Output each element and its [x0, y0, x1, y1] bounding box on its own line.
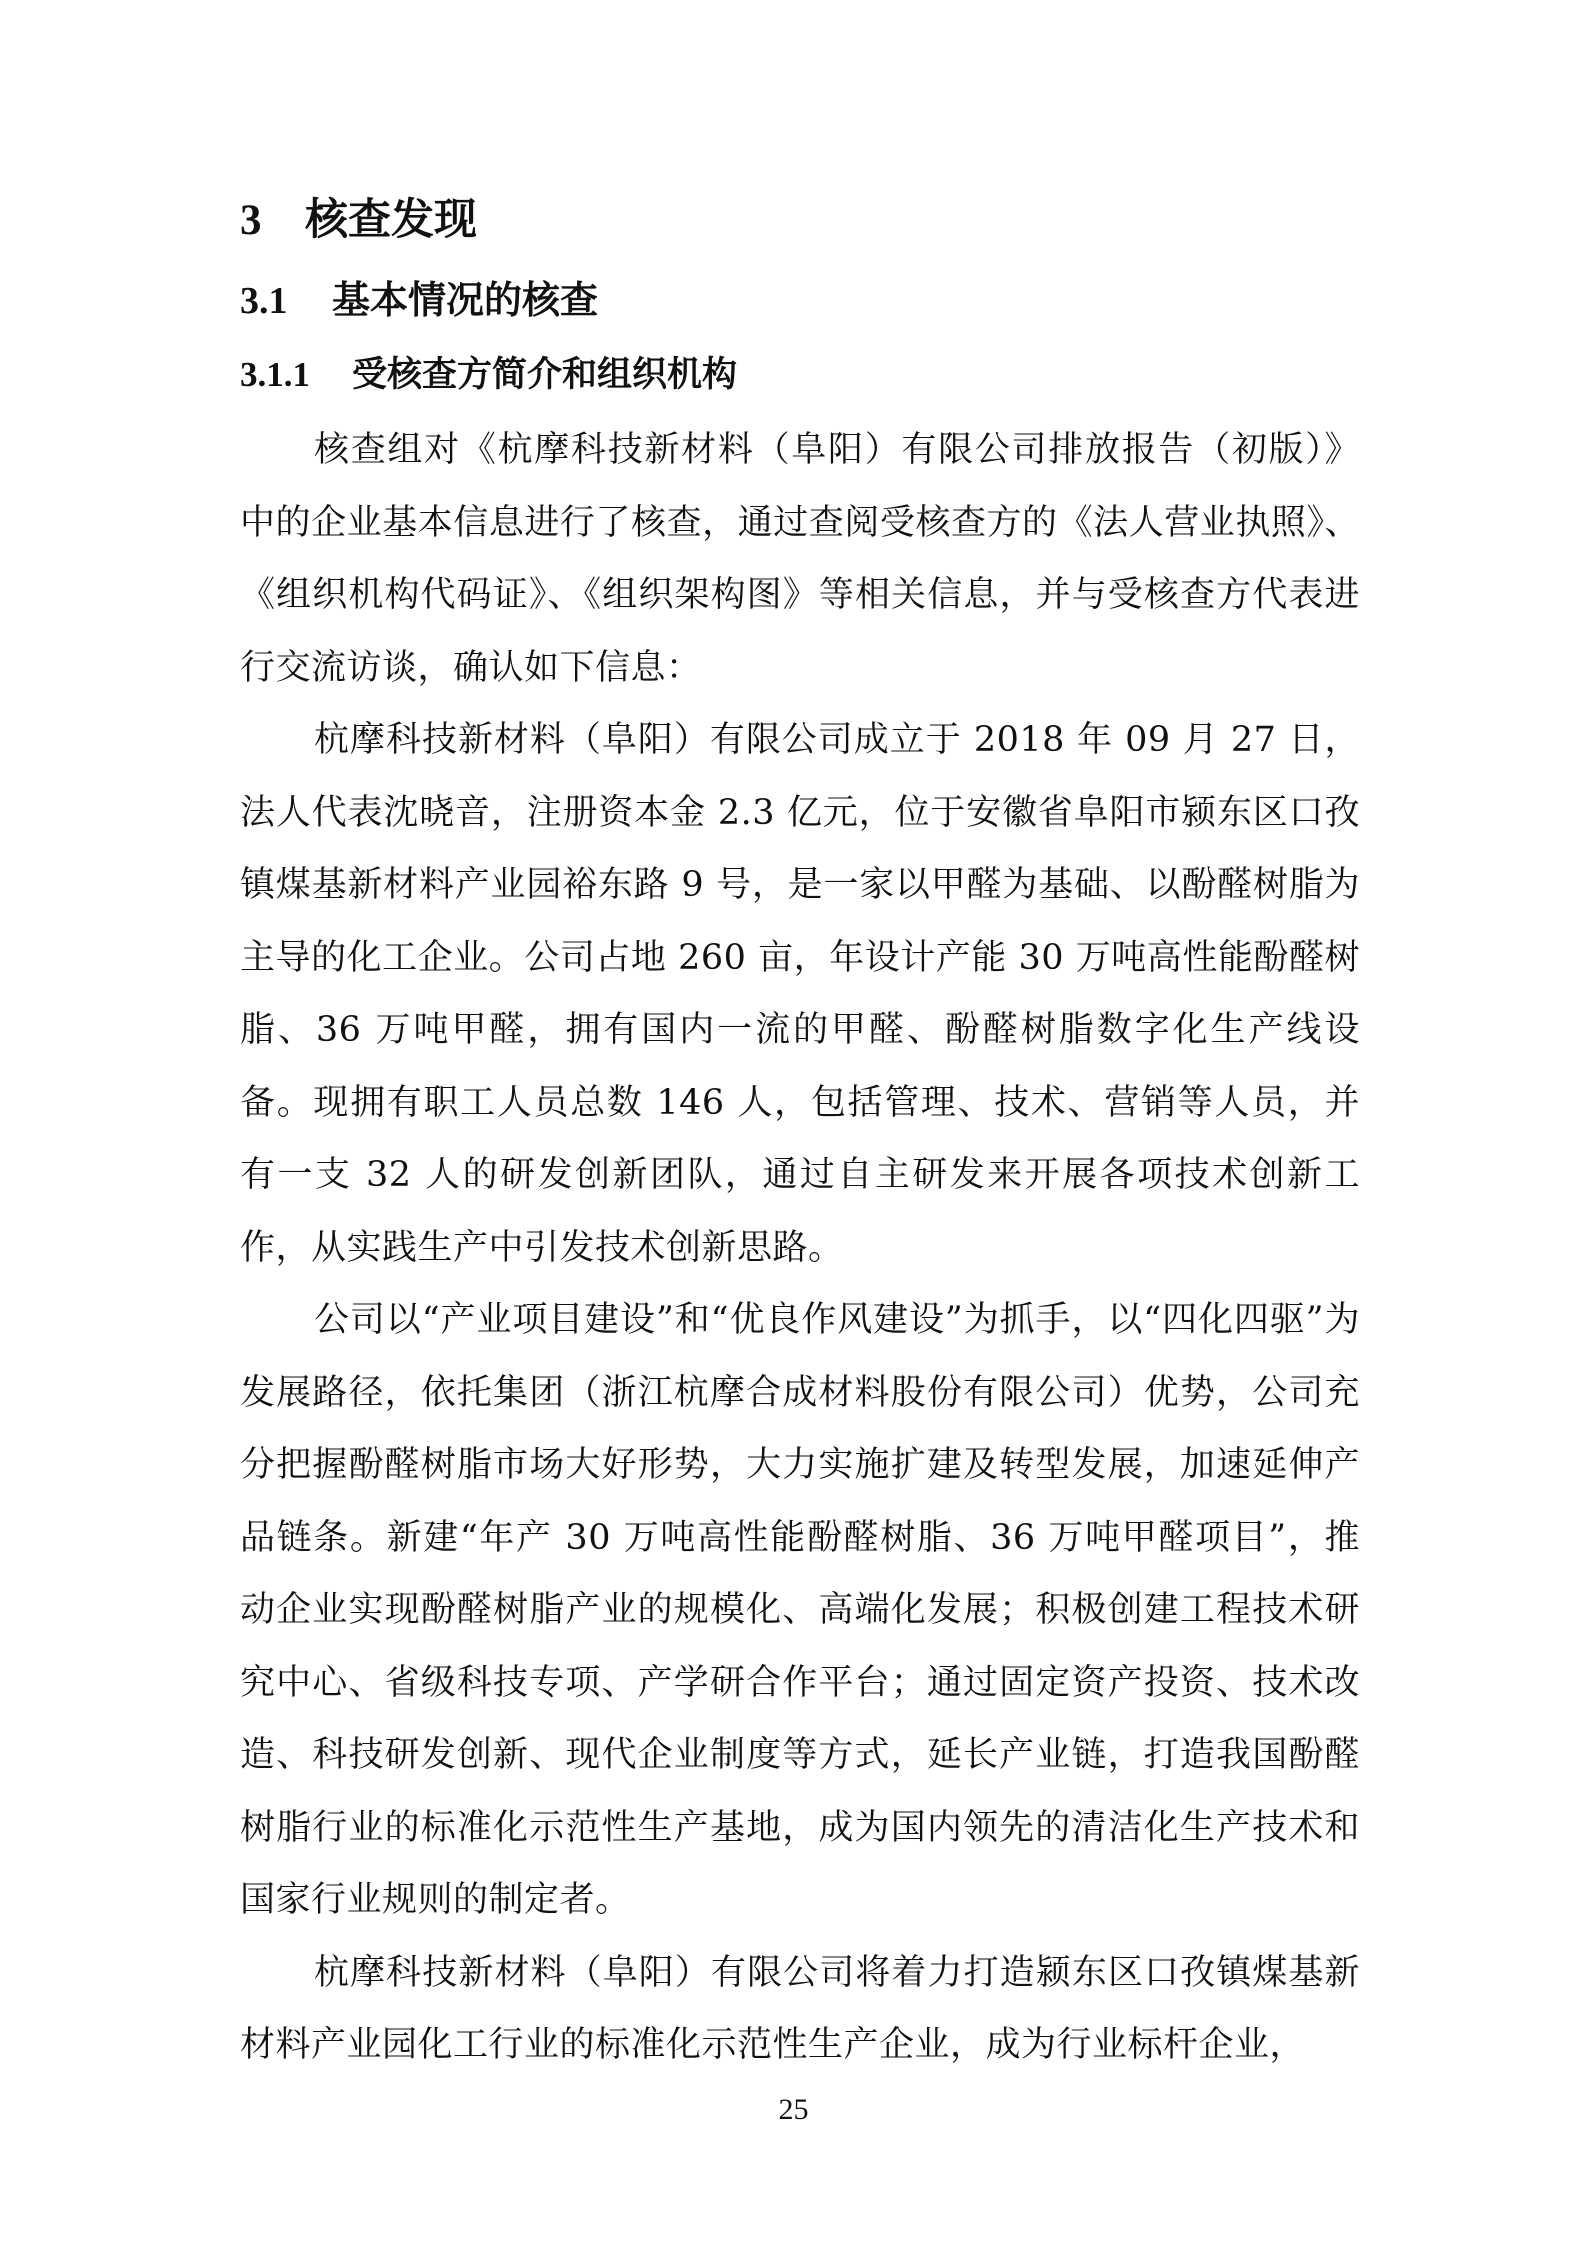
subsection-title: 基本情况的核查: [332, 277, 599, 322]
body-paragraph-goal: 杭摩科技新材料（阜阳）有限公司将着力打造颍东区口孜镇煤基新材料产业园化工行业的标准化示范性生产企业，成为行业标杆企业，: [240, 1952, 1360, 2065]
body-paragraph-verification: 核查组对《杭摩科技新材料（阜阳）有限公司排放报告（初版）》中的企业基本信息进行了核查，通过查阅受核查方的《法人营业执照》、《组织机构代码证》、《组织架构图》等相关信息，并与受核查方代表进行交流访谈，确认如下信息：: [240, 430, 1360, 688]
page-content: [240, 190, 1360, 2082]
body-paragraph-company-profile: 杭摩科技新材料（阜阳）有限公司成立于 2018 年 09 月 27 日，法人代表沈晓音，注册资本金 2.3 亿元，位于安徽省阜阳市颍东区口孜镇煤基新材料产业园裕东路 9 号，是一家以甲醛为基础、以酚醛树脂为主导的化工企业。公司占地 260 亩，年设计产能 30 万吨高性能酚醛树脂、36 万吨甲醛，拥有国内一流的甲醛、酚醛树脂数字化生产线设备。现拥有职工人员总数 146 人，包括管理、技术、营销等人员，并有一支 32 人的研发创新团队，通过自主研发来开展各项技术创新工作，从实践生产中引发技术创新思路。: [240, 720, 1360, 1268]
subsection-heading: [240, 272, 1360, 328]
subsubsection-title: 受核查方简介和组织机构: [352, 354, 738, 395]
section-title: 核查发现: [305, 195, 477, 245]
subsubsection-number: 3.1.1: [240, 355, 310, 394]
body-paragraph-development: 公司以“产业项目建设”和“优良作风建设”为抓手，以“四化四驱”为发展路径，依托集团（浙江杭摩合成材料股份有限公司）优势，公司充分把握酚醛树脂市场大好形势，大力实施扩建及转型发展，加速延伸产品链条。新建“年产 30 万吨高性能酚醛树脂、36 万吨甲醛项目”，推动企业实现酚醛树脂产业的规模化、高端化发展；积极创建工程技术研究中心、省级科技专项、产学研合作平台；通过固定资产投资、技术改造、科技研发创新、现代企业制度等方式，延长产业链，打造我国酚醛树脂行业的标准化示范性生产基地，成为国内领先的清洁化生产技术和国家行业规则的制定者。: [240, 1300, 1360, 1920]
section-number: 3: [240, 197, 262, 244]
subsubsection-heading: [240, 348, 1360, 402]
section-heading: [240, 190, 1360, 250]
subsection-number: 3.1: [240, 280, 288, 322]
page-number: 25: [778, 2093, 809, 2126]
